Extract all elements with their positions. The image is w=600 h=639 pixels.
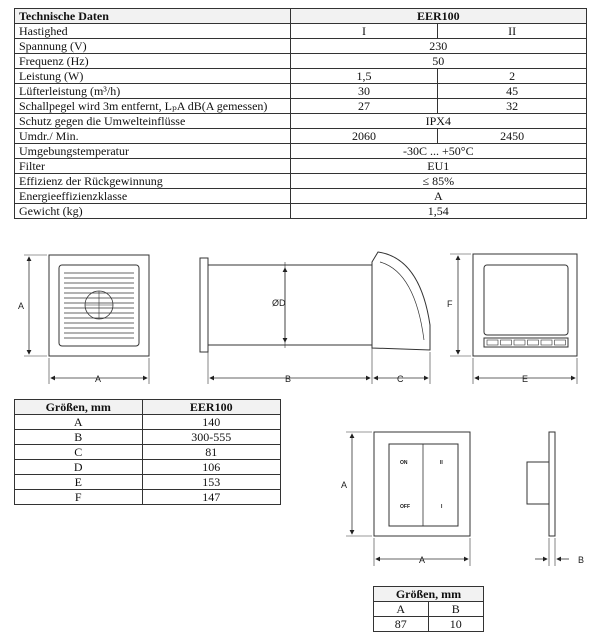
switch-off-label: OFF <box>400 504 410 510</box>
switch-side-drawing <box>527 432 569 566</box>
size-key: E <box>15 475 143 490</box>
sw-dim-label-a-bottom: A <box>419 555 426 565</box>
switch-sizes-keys-row <box>374 602 484 617</box>
spec-label: Lüfterleistung (m³/h) <box>15 84 291 99</box>
switch-ii-label: II <box>440 460 443 466</box>
switch-size-value-a: 87 <box>374 617 429 632</box>
spec-value-v1: I <box>290 24 438 39</box>
spec-value-v2: 2 <box>438 69 587 84</box>
dim-label-d: ØD <box>272 298 286 308</box>
spec-value: ≤ 85% <box>290 174 586 189</box>
spec-value-v1: 1,5 <box>290 69 438 84</box>
switch-size-key-a: A <box>374 602 429 617</box>
spec-value-v2: II <box>438 24 587 39</box>
spec-value-v2: 2450 <box>438 129 587 144</box>
sizes-header: Größen, mm <box>15 400 143 415</box>
switch-sizes-header: Größen, mm <box>374 587 484 602</box>
switch-sizes-header-row <box>374 587 484 602</box>
switch-size-key-b: B <box>428 602 484 617</box>
switch-sizes-values-row <box>374 617 484 632</box>
spec-label: Frequenz (Hz) <box>15 54 291 69</box>
spec-value: -30C ... +50°C <box>290 144 586 159</box>
switch-front-drawing <box>346 432 470 566</box>
spec-value: EU1 <box>290 159 586 174</box>
model-name: EER100 <box>290 9 586 24</box>
dim-label-f: F <box>447 299 453 309</box>
spec-value-v1: 2060 <box>290 129 438 144</box>
dim-label-a-left: A <box>18 301 25 311</box>
spec-label: Hastighed <box>15 24 291 39</box>
dim-label-a-bottom: A <box>95 374 102 384</box>
spec-label: Schallpegel wird 3m entfernt, LₚA dB(A gemessen) <box>15 99 291 114</box>
spec-value: 50 <box>290 54 586 69</box>
table-row <box>15 445 281 460</box>
size-value: 300-555 <box>142 430 280 445</box>
table-row <box>15 460 281 475</box>
plate-slot <box>501 340 512 345</box>
spec-label: Gewicht (kg) <box>15 204 291 219</box>
table-row <box>15 475 281 490</box>
table-row <box>15 490 281 505</box>
plate-slot <box>528 340 539 345</box>
spec-label: Filter <box>15 159 291 174</box>
back-plate-drawing <box>450 254 577 384</box>
spec-value: 230 <box>290 39 586 54</box>
size-value: 81 <box>142 445 280 460</box>
size-key: A <box>15 415 143 430</box>
sw-dim-label-a-left: A <box>341 480 348 490</box>
dim-label-e: E <box>522 374 529 384</box>
switch-i-label: I <box>441 504 443 510</box>
size-key: D <box>15 460 143 475</box>
spec-value: A <box>290 189 586 204</box>
spec-label: Schutz gegen die Umwelteinflüsse <box>15 114 291 129</box>
spec-value-v2: 32 <box>438 99 587 114</box>
table-title: Technische Daten <box>15 9 291 24</box>
plate-slot <box>541 340 552 345</box>
sizes-header-row <box>15 400 281 415</box>
plate-slot <box>555 340 566 345</box>
sizes-model: EER100 <box>142 400 280 415</box>
spec-value: 1,54 <box>290 204 586 219</box>
size-key: F <box>15 490 143 505</box>
switch-sizes-table <box>373 586 484 632</box>
spec-label: Effizienz der Rückgewinnung <box>15 174 291 189</box>
spec-label: Umgebungstemperatur <box>15 144 291 159</box>
sizes-table <box>14 399 281 505</box>
plate-slot <box>487 340 498 345</box>
size-value: 106 <box>142 460 280 475</box>
spec-label: Umdr./ Min. <box>15 129 291 144</box>
dim-label-b: B <box>285 374 292 384</box>
front-grille-drawing <box>24 255 149 384</box>
spec-value-v1: 30 <box>290 84 438 99</box>
size-value: 147 <box>142 490 280 505</box>
side-tube-drawing <box>200 252 430 384</box>
size-key: B <box>15 430 143 445</box>
sw-dim-label-b: B <box>578 555 585 565</box>
spec-value: IPX4 <box>290 114 586 129</box>
spec-label: Spannung (V) <box>15 39 291 54</box>
spec-value-v1: 27 <box>290 99 438 114</box>
switch-size-value-b: 10 <box>428 617 484 632</box>
table-row <box>15 430 281 445</box>
size-value: 140 <box>142 415 280 430</box>
spec-label: Energieeffizienzklasse <box>15 189 291 204</box>
spec-label: Leistung (W) <box>15 69 291 84</box>
spec-value-v2: 45 <box>438 84 587 99</box>
size-key: C <box>15 445 143 460</box>
table-row <box>15 415 281 430</box>
switch-on-label: ON <box>400 460 408 466</box>
dim-label-c: C <box>397 374 404 384</box>
plate-slot <box>514 340 525 345</box>
size-value: 153 <box>142 475 280 490</box>
